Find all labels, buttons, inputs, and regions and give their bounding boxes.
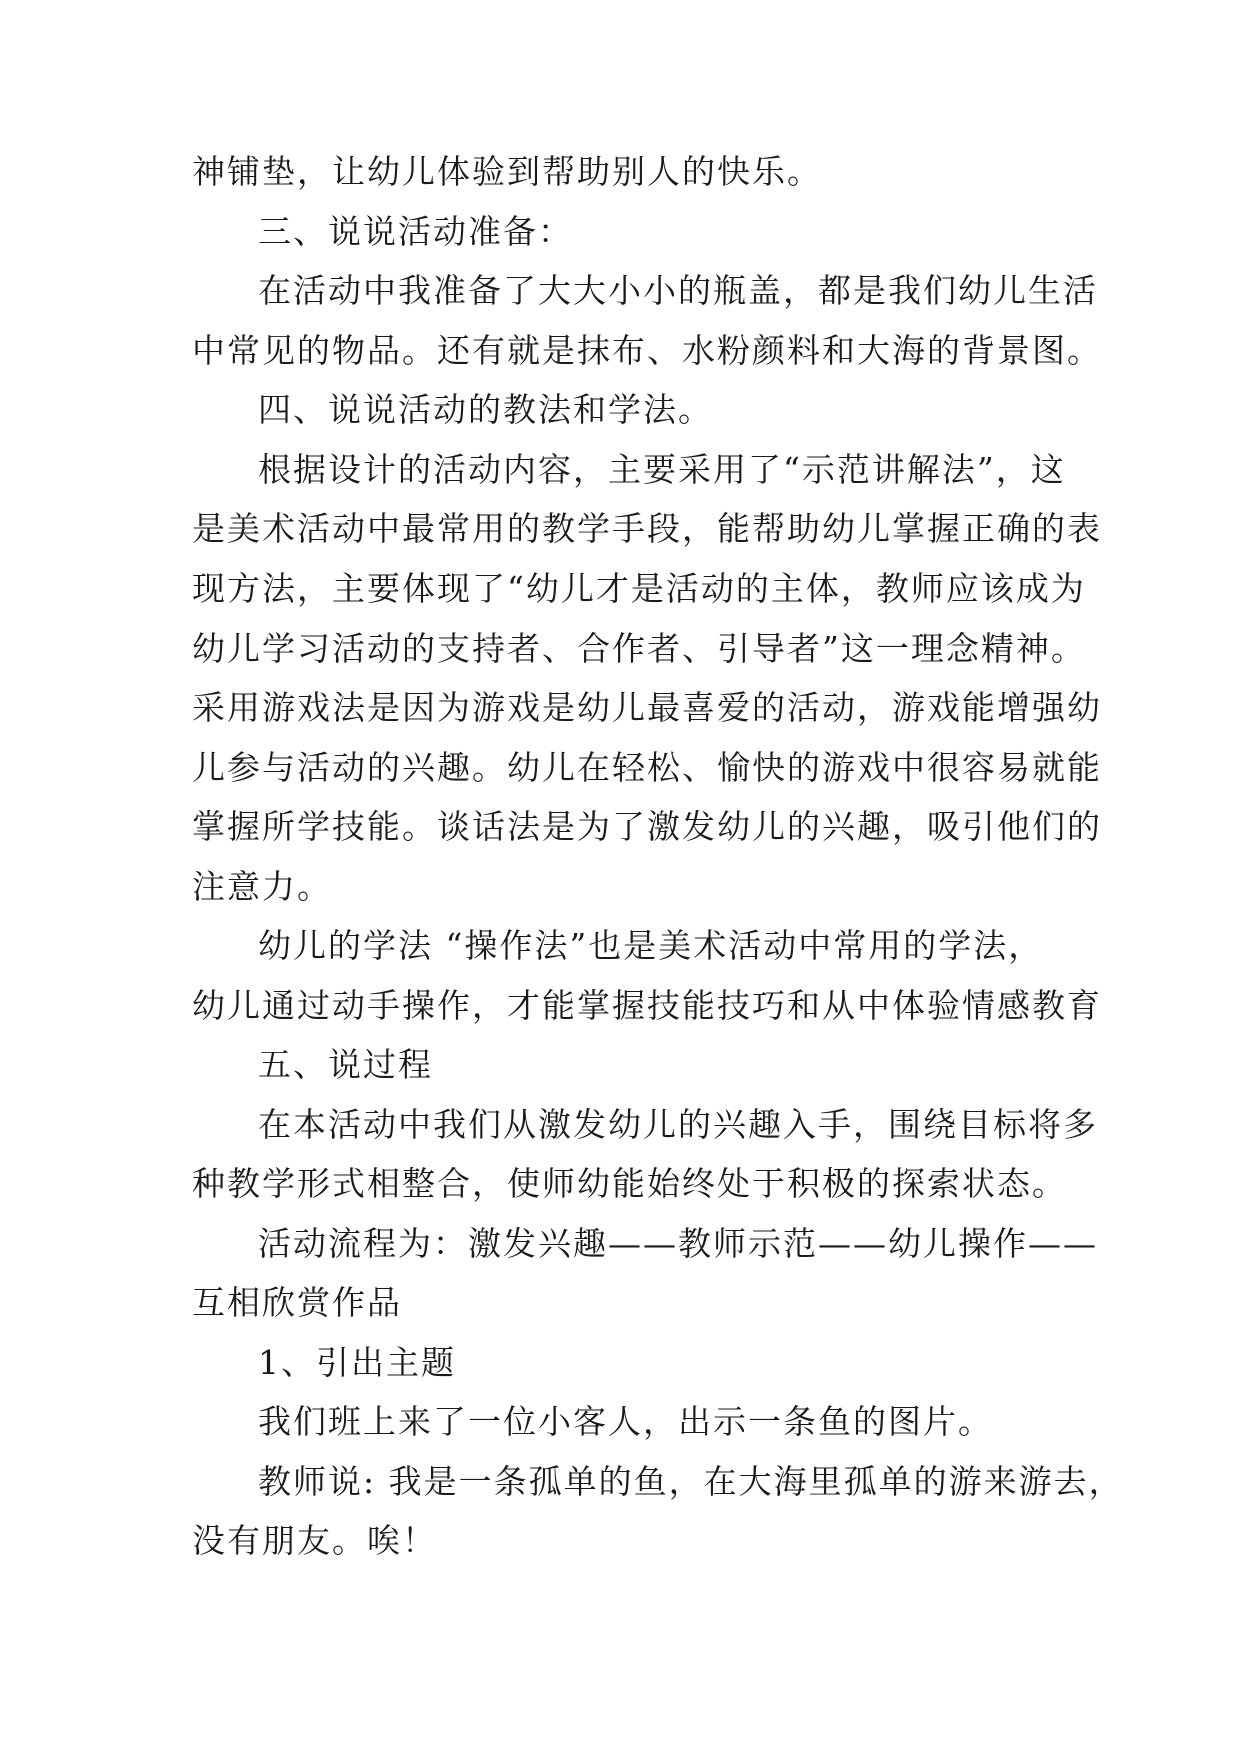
text-line: 在活动中我准备了大大小小的瓶盖，都是我们幼儿生活 xyxy=(258,271,1098,310)
section-heading: 四、说说活动的教法和学法。 xyxy=(258,390,713,429)
subsection-heading: 1、引出主题 xyxy=(258,1343,456,1382)
text-line: 教师说: 我是一条孤单的鱼，在大海里孤单的游来游去， xyxy=(258,1462,1124,1501)
text-line: 掌握所学技能。谈话法是为了激发幼儿的兴趣，吸引他们的 xyxy=(192,807,1102,846)
text-line: 幼儿通过动手操作，才能掌握技能技巧和从中体验情感教育 xyxy=(192,986,1102,1025)
text-line: 种教学形式相整合，使师幼能始终处于积极的探索状态。 xyxy=(192,1164,1067,1203)
text-line: 在本活动中我们从激发幼儿的兴趣入手，围绕目标将多 xyxy=(258,1105,1098,1144)
text-line: 中常见的物品。还有就是抹布、水粉颜料和大海的背景图。 xyxy=(192,331,1102,370)
text-line: 采用游戏法是因为游戏是幼儿最喜爱的活动，游戏能增强幼 xyxy=(192,688,1102,727)
text-line: 幼儿的学法 “操作法”也是美术活动中常用的学法， xyxy=(258,926,1044,965)
section-heading: 三、说说活动准备： xyxy=(258,212,573,251)
text-line: 现方法，主要体现了“幼儿才是活动的主体，教师应该成为 xyxy=(192,569,1086,608)
text-line: 是美术活动中最常用的教学手段，能帮助幼儿掌握正确的表 xyxy=(192,509,1102,548)
text-line: 注意力。 xyxy=(192,867,332,906)
section-heading: 五、说过程 xyxy=(258,1045,433,1084)
text-line: 神铺垫，让幼儿体验到帮助别人的快乐。 xyxy=(192,152,822,191)
text-line: 互相欣赏作品 xyxy=(192,1283,402,1322)
text-line: 根据设计的活动内容，主要采用了“示范讲解法”，这 xyxy=(258,450,1066,489)
text-line: 儿参与活动的兴趣。幼儿在轻松、愉快的游戏中很容易就能 xyxy=(192,748,1102,787)
text-line: 我们班上来了一位小客人，出示一条鱼的图片。 xyxy=(258,1402,993,1441)
text-line: 幼儿学习活动的支持者、合作者、引导者”这一理念精神。 xyxy=(192,629,1086,668)
text-line: 活动流程为：激发兴趣——教师示范——幼儿操作—— xyxy=(258,1224,1098,1263)
text-line: 没有朋友。唉！ xyxy=(192,1521,437,1560)
